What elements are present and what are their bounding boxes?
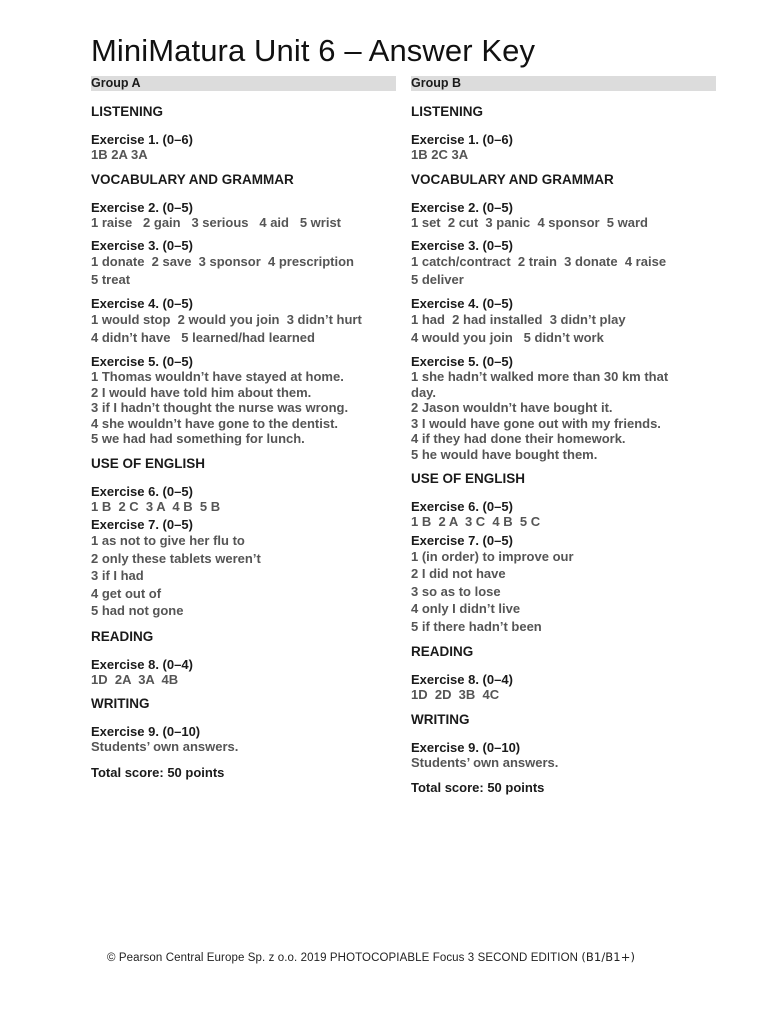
exercise-4 [91, 296, 396, 346]
answer-line: 2 I did not have [411, 566, 506, 581]
exercise-5 [411, 354, 716, 462]
footer-level: (B1/B1+) [581, 950, 636, 964]
answer-line: Students’ own answers. [91, 739, 239, 754]
section-reading: READING [411, 644, 474, 659]
section-vocabulary-grammar: VOCABULARY AND GRAMMAR [411, 171, 614, 187]
answer-line: 4 if they had done their homework. [411, 431, 626, 446]
answer-line: 1B 2C 3A [411, 147, 469, 162]
answer-line: 2 Jason wouldn’t have bought it. [411, 400, 613, 415]
exercise-8 [91, 657, 396, 688]
group-b-header: Group B [411, 76, 716, 91]
exercise-title: Exercise 3. (0–5) [91, 238, 193, 253]
exercise-6 [91, 484, 396, 515]
exercise-2 [91, 200, 396, 231]
exercise-5 [91, 354, 396, 447]
exercise-title: Exercise 9. (0–10) [91, 724, 201, 739]
exercise-title: Exercise 8. (0–4) [91, 656, 193, 672]
section-use-of-english: USE OF ENGLISH [411, 471, 526, 486]
group-b-column [411, 76, 716, 795]
answer-line: 1 raise 2 gain 3 serious 4 aid 5 wrist [91, 214, 342, 230]
exercise-title: Exercise 7. (0–5) [91, 517, 193, 532]
exercise-title: Exercise 9. (0–10) [411, 739, 521, 755]
answer-line: 1D 2D 3B 4C [411, 687, 500, 702]
answer-line: 1D 2A 3A 4B [91, 671, 179, 687]
exercise-1 [411, 132, 716, 163]
answer-line: Students’ own answers. [411, 754, 559, 770]
group-a-header: Group A [91, 76, 396, 91]
answer-line: 1B 2A 3A [91, 147, 148, 162]
section-vocabulary-grammar: VOCABULARY AND GRAMMAR [91, 171, 294, 187]
section-listening: LISTENING [91, 104, 164, 119]
answer-line: 4 didn’t have 5 learned/had learned [91, 329, 315, 345]
answer-line: 1 donate 2 save 3 sponsor 4 prescription [91, 254, 354, 269]
exercise-title: Exercise 1. (0–6) [91, 132, 193, 147]
answer-line: 5 had not gone [91, 603, 184, 618]
exercise-title: Exercise 7. (0–5) [411, 532, 513, 548]
answer-line: 1 she hadn’t walked more than 30 km that [411, 369, 669, 384]
section-use-of-english: USE OF ENGLISH [91, 455, 206, 471]
exercise-title: Exercise 4. (0–5) [91, 296, 193, 311]
answer-line: 1 Thomas wouldn’t have stayed at home. [91, 369, 344, 384]
exercise-9 [411, 740, 716, 771]
page-title: MiniMatura Unit 6 – Answer Key [91, 33, 536, 68]
exercise-7 [411, 533, 716, 636]
exercise-title: Exercise 6. (0–5) [91, 483, 193, 499]
answer-line: 3 so as to lose [411, 583, 501, 599]
answer-line: 2 I would have told him about them. [91, 384, 312, 400]
exercise-4 [411, 296, 716, 346]
exercise-title: Exercise 5. (0–5) [91, 354, 193, 369]
exercise-3 [411, 238, 716, 288]
exercise-7 [91, 517, 396, 620]
exercise-title: Exercise 1. (0–6) [411, 132, 513, 147]
exercise-2 [411, 200, 716, 231]
exercise-9 [91, 724, 396, 755]
exercise-title: Exercise 5. (0–5) [411, 354, 513, 369]
answer-line: 1 as not to give her flu to [91, 533, 245, 548]
answer-line: 1 had 2 had installed 3 didn’t play [411, 312, 626, 327]
total-score: Total score: 50 points [411, 780, 545, 795]
answer-line: 4 would you join 5 didn’t work [411, 329, 604, 345]
answer-line: 1 would stop 2 would you join 3 didn’t hurt [91, 312, 362, 327]
answer-line: 4 get out of [91, 585, 162, 601]
exercise-6 [411, 499, 716, 530]
answer-line: day. [411, 384, 437, 400]
answer-line: 4 she wouldn’t have gone to the dentist. [91, 415, 339, 431]
answer-line: 5 deliver [411, 271, 464, 287]
exercise-1 [91, 132, 396, 163]
exercise-title: Exercise 3. (0–5) [411, 238, 513, 253]
answer-line: 3 if I had [91, 568, 144, 583]
exercise-3 [91, 238, 396, 288]
footer [107, 950, 635, 964]
exercise-title: Exercise 4. (0–5) [411, 296, 513, 311]
section-writing: WRITING [91, 696, 150, 711]
exercise-title: Exercise 6. (0–5) [411, 499, 513, 514]
exercise-8 [411, 672, 716, 703]
section-writing: WRITING [411, 711, 470, 727]
answer-line: 5 he would have bought them. [411, 446, 598, 462]
answer-line: 5 if there hadn’t been [411, 618, 542, 634]
total-score: Total score: 50 points [91, 764, 225, 780]
section-listening: LISTENING [411, 104, 484, 119]
answer-line: 1 set 2 cut 3 panic 4 sponsor 5 ward [411, 214, 648, 230]
exercise-title: Exercise 8. (0–4) [411, 672, 513, 687]
exercise-title: Exercise 2. (0–5) [411, 199, 513, 215]
answer-line: 5 treat [91, 271, 131, 287]
answer-line: 1 B 2 C 3 A 4 B 5 B [91, 498, 221, 514]
answer-line: 3 if I hadn’t thought the nurse was wrong. [91, 400, 349, 415]
answer-line: 5 we had had something for lunch. [91, 431, 305, 446]
answer-line: 1 (in order) to improve our [411, 548, 574, 564]
exercise-title: Exercise 2. (0–5) [91, 199, 193, 215]
footer-copyright: © Pearson Central Europe Sp. z o.o. 2019 PHOTOCOPIABLE Focus 3 SECOND EDITION [107, 952, 582, 964]
answer-line: 2 only these tablets weren’t [91, 550, 261, 566]
answer-line: 3 I would have gone out with my friends. [411, 415, 661, 431]
answer-line: 1 B 2 A 3 C 4 B 5 C [411, 514, 541, 529]
answer-line: 4 only I didn’t live [411, 601, 521, 616]
section-reading: READING [91, 628, 154, 644]
group-a-column [91, 76, 396, 780]
answer-line: 1 catch/contract 2 train 3 donate 4 raise [411, 254, 667, 269]
